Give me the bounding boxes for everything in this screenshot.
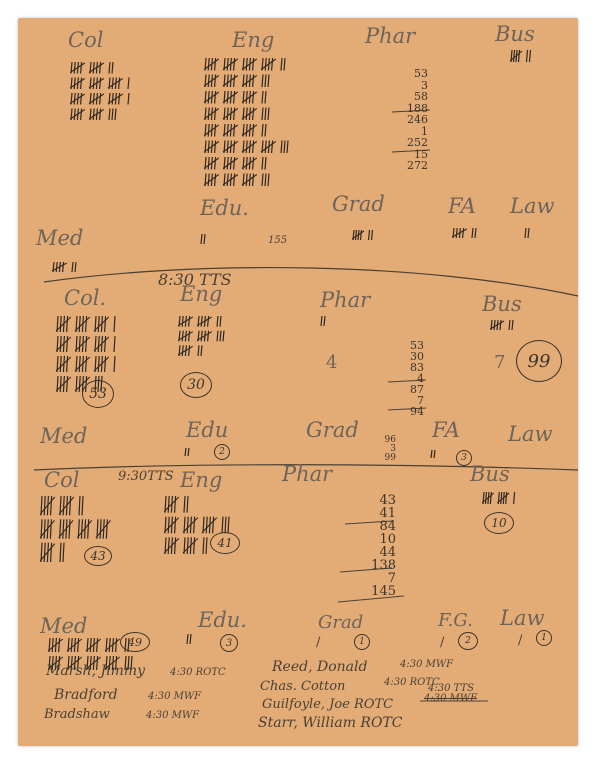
header-med-2: Med [40,424,88,448]
tally-fa-1 [452,226,482,240]
sum-line: 41 [379,506,396,521]
total-col-2: 53 [82,380,114,408]
header-eng-3: Eng [180,468,223,492]
note-marsh: Marsh, Jimmy [46,663,146,679]
sum-line: 3 [421,78,428,92]
sum-line: 99 [384,453,396,463]
header-fa-3: F.G. [438,610,473,631]
note-reed: Reed, Donald [272,659,368,675]
sum-line: 53 [414,67,428,80]
time-8-30: 8:30 TTS [158,270,232,289]
sum-line: 43 [379,493,396,508]
sum-line: 138 [371,558,396,573]
header-phar-2: Phar [320,288,371,312]
sum-line: 252 [407,136,428,149]
note-bradford-time: 4:30 MWF [148,691,202,702]
header-col: Col [68,28,104,52]
tally-bus-2 [490,318,518,332]
sum-line: 272 [407,159,428,172]
sum-line: 84 [379,519,396,534]
header-edu-1: Edu. [200,196,249,220]
tally-bus-3 [482,490,518,506]
tally-eng-1 [204,56,304,188]
total-eng-2: 30 [180,372,212,398]
note-guilfoyle: Guilfoyle, Joe ROTC [262,697,394,712]
note-bradshaw-time: 4:30 MWF [146,710,200,721]
total-eng-3: 41 [210,532,240,554]
tally-bus-1 [510,48,534,64]
tally-phar-2 [320,314,340,328]
total-fa-2: 3 [456,450,472,466]
total-law-3: 1 [536,630,552,646]
note-guilfoyle-time: 4:30 MWF [424,693,478,704]
sum-line: 10 [379,532,396,547]
sum-line: 188 [407,101,428,115]
total-edu-2: 2 [214,444,230,460]
note-marsh-time: 4:30 ROTC [170,667,226,678]
sum-line: 3 [390,444,396,454]
tally-eng-2 [178,314,228,358]
tally-col-1 [70,60,132,122]
header-bus-3: Bus [470,462,510,486]
phar-count-2: 4 [326,352,338,373]
header-col-3: Col [44,468,80,492]
tally-col-2 [56,314,118,394]
note-bradford: Bradford [54,687,118,703]
tally-med-1 [52,260,84,274]
sum-line: 15 [414,147,428,161]
stray-number: 155 [268,235,288,246]
time-9-30: 9:30TTS [118,469,174,484]
note-bradshaw: Bradshaw [44,707,110,722]
tally-edu-3 [186,632,202,646]
header-fa-1: FA [448,194,476,218]
header-med-3: Med [40,614,88,638]
sum-line: 83 [410,361,424,374]
total-edu-3: 3 [220,634,238,652]
header-law-3: Law [500,606,545,630]
header-bus: Bus [495,22,535,46]
tally-law-1 [524,226,538,240]
sum-line: 53 [410,339,424,352]
total-fa-3: 2 [458,632,478,650]
sum-line: 1 [421,124,428,138]
tally-edu-2 [184,446,196,458]
header-law-2: Law [508,422,553,446]
total-med-3: 49 [120,632,150,652]
total-bus-3: 10 [484,512,514,534]
total-grad-3: 1 [354,634,370,650]
note-cotton: Chas. Cotton [260,679,346,694]
note-cotton-time: 4:30 ROTC [384,677,440,688]
header-bus-2: Bus [482,292,522,316]
sum-line: 96 [384,435,396,445]
tally-edu-1 [200,232,220,246]
header-fa-2: FA [432,418,460,442]
sum-line: 58 [414,90,428,103]
header-grad-2: Grad [306,418,359,442]
header-eng: Eng [232,28,275,52]
sum-line: 94 [410,405,424,418]
header-col-2: Col. [64,286,107,310]
total-bus-2: 99 [516,340,562,382]
sum-line: 7 [417,394,424,407]
header-phar-3: Phar [282,462,333,486]
note-reed-time: 4:30 MWF [400,659,454,670]
note-starr: Starr, William ROTC [258,715,403,731]
sum-line: 7 [387,571,396,586]
law-count-3: / [518,633,523,648]
total-col-3: 43 [84,546,112,566]
sum-line: 44 [379,545,396,560]
sum-line: 4 [417,372,424,385]
header-phar: Phar [365,24,416,48]
header-edu-3: Edu. [198,608,247,632]
sum-line: 30 [410,350,424,363]
header-law-1: Law [510,194,555,218]
header-eng-2: Eng [180,282,223,306]
header-grad-3: Grad [318,612,364,633]
bus-count-2: 7 [494,352,506,373]
grad-count-3: / [316,635,321,650]
header-med-1: Med [36,226,84,250]
sum-line: 87 [410,383,424,396]
fa-count-3: / [440,635,445,650]
tally-grad-1 [352,228,376,242]
tally-fa-2 [430,448,450,460]
header-edu-2: Edu [186,418,229,442]
sum-line: 145 [371,584,396,599]
note-cotton-time-2: 4:30 TTS [428,683,475,694]
header-grad-1: Grad [332,192,385,216]
sum-line: 246 [407,113,428,126]
